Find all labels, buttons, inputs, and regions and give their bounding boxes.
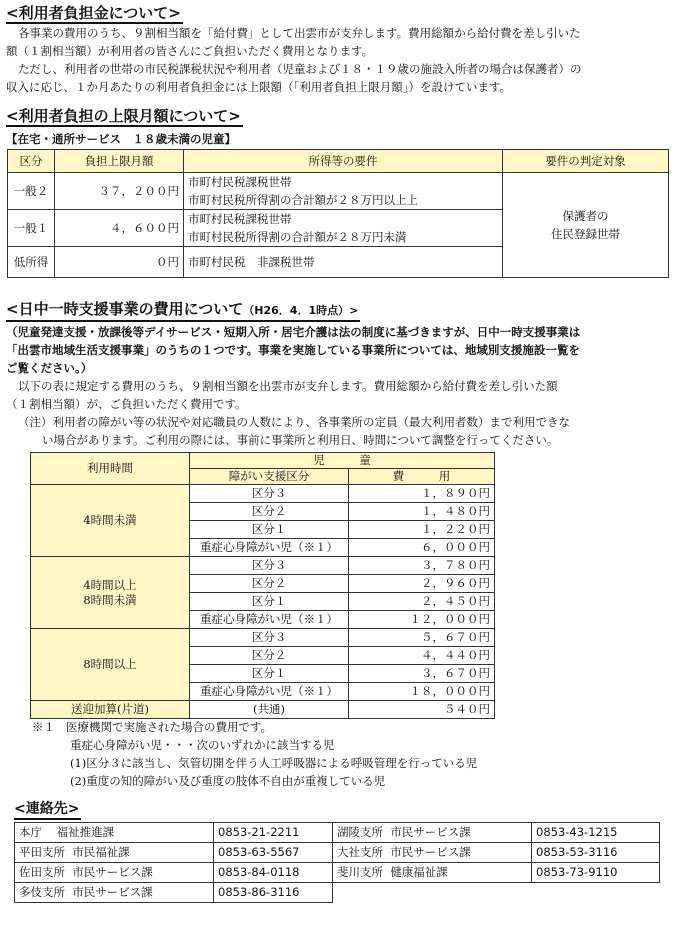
amount-cell: ３７，２００円: [55, 173, 184, 210]
contact-office: [333, 843, 532, 863]
text-line: ただし、利用者の世帯の市民税課税状況や利用者（児童および１８・１９歳の施設入所者の場合は保護者）の: [18, 62, 582, 76]
text-line: 収入に応じ、１か月あたりの利用者負担金には上限額（「利用者負担上限月額」）を設けています。: [6, 80, 512, 94]
kubun-cell: 一般２: [8, 173, 55, 210]
dept-name: 市民サービス課: [390, 845, 471, 859]
kubun-cell: 一般１: [8, 210, 55, 247]
contact-tel: 0853-63-5567: [214, 843, 333, 863]
section3-heading-text: <日中一時支援事業の費用について: [6, 300, 244, 318]
section3-heading-note: （H26．4．1時点）>: [243, 304, 359, 317]
requirement-cell: 市町村民税所得割の合計額が２８万円以上上: [184, 191, 503, 210]
requirement-cell: 市町村民税 非課税世帯: [184, 247, 503, 278]
table-header: 障がい支援区分: [190, 469, 349, 485]
table-header-row: [31, 453, 495, 469]
note-line: (2)重度の知的障がい及び重度の肢体不自由が重複している児: [70, 774, 386, 788]
target-cell: [503, 173, 669, 278]
text-line: 以下の表に規定する費用のうち、９割相当額を出雲市が支弁します。費用総額から給付費を差し引いた額: [18, 379, 558, 393]
text-line: （１割相当額）が、ご負担いただく費用です。: [6, 397, 247, 411]
requirement-cell: 市町村民税課税世帯: [184, 173, 503, 192]
requirement-cell: 市町村民税所得割の合計額が２８万円未満: [184, 228, 503, 247]
contact-tel: 0853-84-0118: [214, 863, 333, 883]
text-line: 「出雲市地域生活支援事業」のうちの１つです。事業を実施している事業所については、地域別支援施設一覧を: [6, 343, 580, 357]
time-label: 8時間未満: [83, 592, 137, 607]
table-header: 要件の判定対象: [503, 150, 669, 173]
office-name: 大社支所: [337, 845, 383, 859]
contact-office: [333, 863, 532, 883]
time-cell: [31, 629, 190, 701]
table-row: [8, 173, 669, 192]
text-line: （注）利用者の障がい等の状況や対応職員の人数により、各事業所の定員（最大利用者数）まで利用できな: [18, 415, 570, 429]
office-name: 本庁: [19, 825, 42, 839]
kubun-cell: (共通): [190, 701, 349, 719]
contact-tel: 0853-73-9110: [532, 863, 660, 883]
kubun-cell: 区分２: [190, 575, 349, 593]
fee-cell: １，２２０円: [349, 521, 495, 539]
notes: [32, 718, 477, 790]
table-header: 利用時間: [31, 453, 190, 485]
fee-cell: ２，４５０円: [349, 593, 495, 611]
time-label: 4時間未満: [83, 513, 137, 527]
fee-table: [30, 452, 495, 719]
dept-name: 福祉推進課: [56, 825, 115, 839]
kubun-cell: 区分２: [190, 503, 349, 521]
amount-cell: ４，６００円: [55, 210, 184, 247]
dept-name: 市民サービス課: [72, 885, 153, 899]
text-line: 額（１割相当額）が利用者の皆さんにご負担いただく費用となります。: [6, 44, 374, 58]
note-line: 医療機関で実施された場合の費用です。: [65, 720, 273, 734]
dept-name: 市民福祉課: [72, 845, 130, 859]
note-line: 重症心身障がい児・・・次のいずれかに該当する児: [70, 738, 335, 752]
text-line: い場合があります。ご利用の際には、事前に事業所と利用日、時間について調整を行ってください。: [42, 433, 559, 447]
kubun-cell: 区分１: [190, 665, 349, 683]
table-header: 児 童: [190, 453, 495, 469]
fee-cell: ５４０円: [349, 701, 495, 719]
fee-cell: ３，６７０円: [349, 665, 495, 683]
office-name: 湖陵支所: [337, 825, 383, 839]
kubun-cell: 区分１: [190, 521, 349, 539]
table-header: 負担上限月額: [55, 150, 184, 173]
section-heading-daytime-support: [6, 300, 360, 322]
office-name: 平田支所: [19, 845, 65, 859]
transport-label: 送迎加算(片道): [31, 701, 190, 719]
contact-office: [15, 883, 214, 903]
upper-limit-table: [7, 149, 669, 278]
office-name: 多伎支所: [19, 885, 65, 899]
table-row: [31, 485, 495, 503]
contact-office: [15, 843, 214, 863]
time-cell: [31, 485, 190, 557]
fee-cell: １，８９０円: [349, 485, 495, 503]
contact-row: [15, 883, 660, 903]
table-header: 費 用: [349, 469, 495, 485]
time-label: 8時間以上: [83, 657, 137, 671]
office-name: 斐川支所: [337, 865, 383, 879]
text-line: （児童発達支援・放課後等デイサービス・短期入所・居宅介護は法の制度に基づきますが、日中一時支援事業は: [6, 325, 581, 339]
section1-text: [6, 24, 670, 96]
office-name: 佐田支所: [19, 865, 65, 879]
target-line: 住民登録世帯: [551, 227, 620, 241]
target-line: 保護者の: [562, 209, 609, 223]
kubun-cell: 重症心身障がい児（※１）: [190, 683, 349, 701]
time-cell: [31, 557, 190, 629]
table-header-row: [8, 150, 669, 173]
fee-cell: １８，０００円: [349, 683, 495, 701]
table-header: 区分: [8, 150, 55, 173]
kubun-cell: 区分１: [190, 593, 349, 611]
contact-tel: 0853-53-3116: [532, 843, 660, 863]
section3-text: [6, 377, 670, 449]
contact-row: [15, 863, 660, 883]
amount-cell: ０円: [55, 247, 184, 278]
kubun-cell: 重症心身障がい児（※１）: [190, 539, 349, 557]
fee-cell: ５，６７０円: [349, 629, 495, 647]
dept-name: 健康福祉課: [390, 865, 448, 879]
table-row: [31, 701, 495, 719]
kubun-cell: 区分２: [190, 647, 349, 665]
section2-subheading: 【在宅・通所サービス １８歳未満の児童】: [6, 132, 236, 146]
time-label: 4時間以上: [83, 577, 137, 592]
kubun-cell: 区分３: [190, 557, 349, 575]
dept-name: 市民サービス課: [72, 865, 153, 879]
contact-row: [15, 843, 660, 863]
fee-cell: ２，９６０円: [349, 575, 495, 593]
contacts-table: [14, 822, 660, 903]
requirement-cell: 市町村民税課税世帯: [184, 210, 503, 229]
table-row: [31, 557, 495, 575]
empty-cell: [532, 883, 660, 903]
section-heading-upper-limit: <利用者負担の上限月額について>: [6, 107, 241, 125]
empty-cell: [333, 883, 532, 903]
section-heading-user-burden: <利用者負担金について>: [6, 4, 181, 22]
kubun-cell: 区分３: [190, 485, 349, 503]
table-header: 所得等の要件: [184, 150, 503, 173]
kubun-cell: 低所得: [8, 247, 55, 278]
contact-tel: 0853-21-2211: [214, 823, 333, 843]
contact-office: [15, 863, 214, 883]
kubun-cell: 区分３: [190, 629, 349, 647]
dept-name: 市民サービス課: [390, 825, 471, 839]
text-line: ご覧ください。）: [6, 361, 93, 375]
contacts-heading: <連絡先>: [14, 800, 81, 820]
contact-office: [333, 823, 532, 843]
fee-cell: １，４８０円: [349, 503, 495, 521]
note-line: (1)区分３に該当し、気管切開を伴う人工呼吸器による呼吸管理を行っている児: [70, 756, 478, 770]
contact-tel: 0853-86-3116: [214, 883, 333, 903]
contact-row: [15, 823, 660, 843]
table-row: [31, 629, 495, 647]
fee-cell: ４，４４０円: [349, 647, 495, 665]
fee-cell: ６，０００円: [349, 539, 495, 557]
section3-bold-note: [6, 323, 670, 377]
fee-cell: ３，７８０円: [349, 557, 495, 575]
kubun-cell: 重症心身障がい児（※１）: [190, 611, 349, 629]
contact-tel: 0853-43-1215: [532, 823, 660, 843]
contact-office: [15, 823, 214, 843]
text-line: 各事業の費用のうち、９割相当額を「給付費」として出雲市が支弁します。費用総額から給付費を差し引いた: [18, 26, 581, 40]
note-mark: ※１: [32, 720, 55, 734]
fee-cell: １２，０００円: [349, 611, 495, 629]
